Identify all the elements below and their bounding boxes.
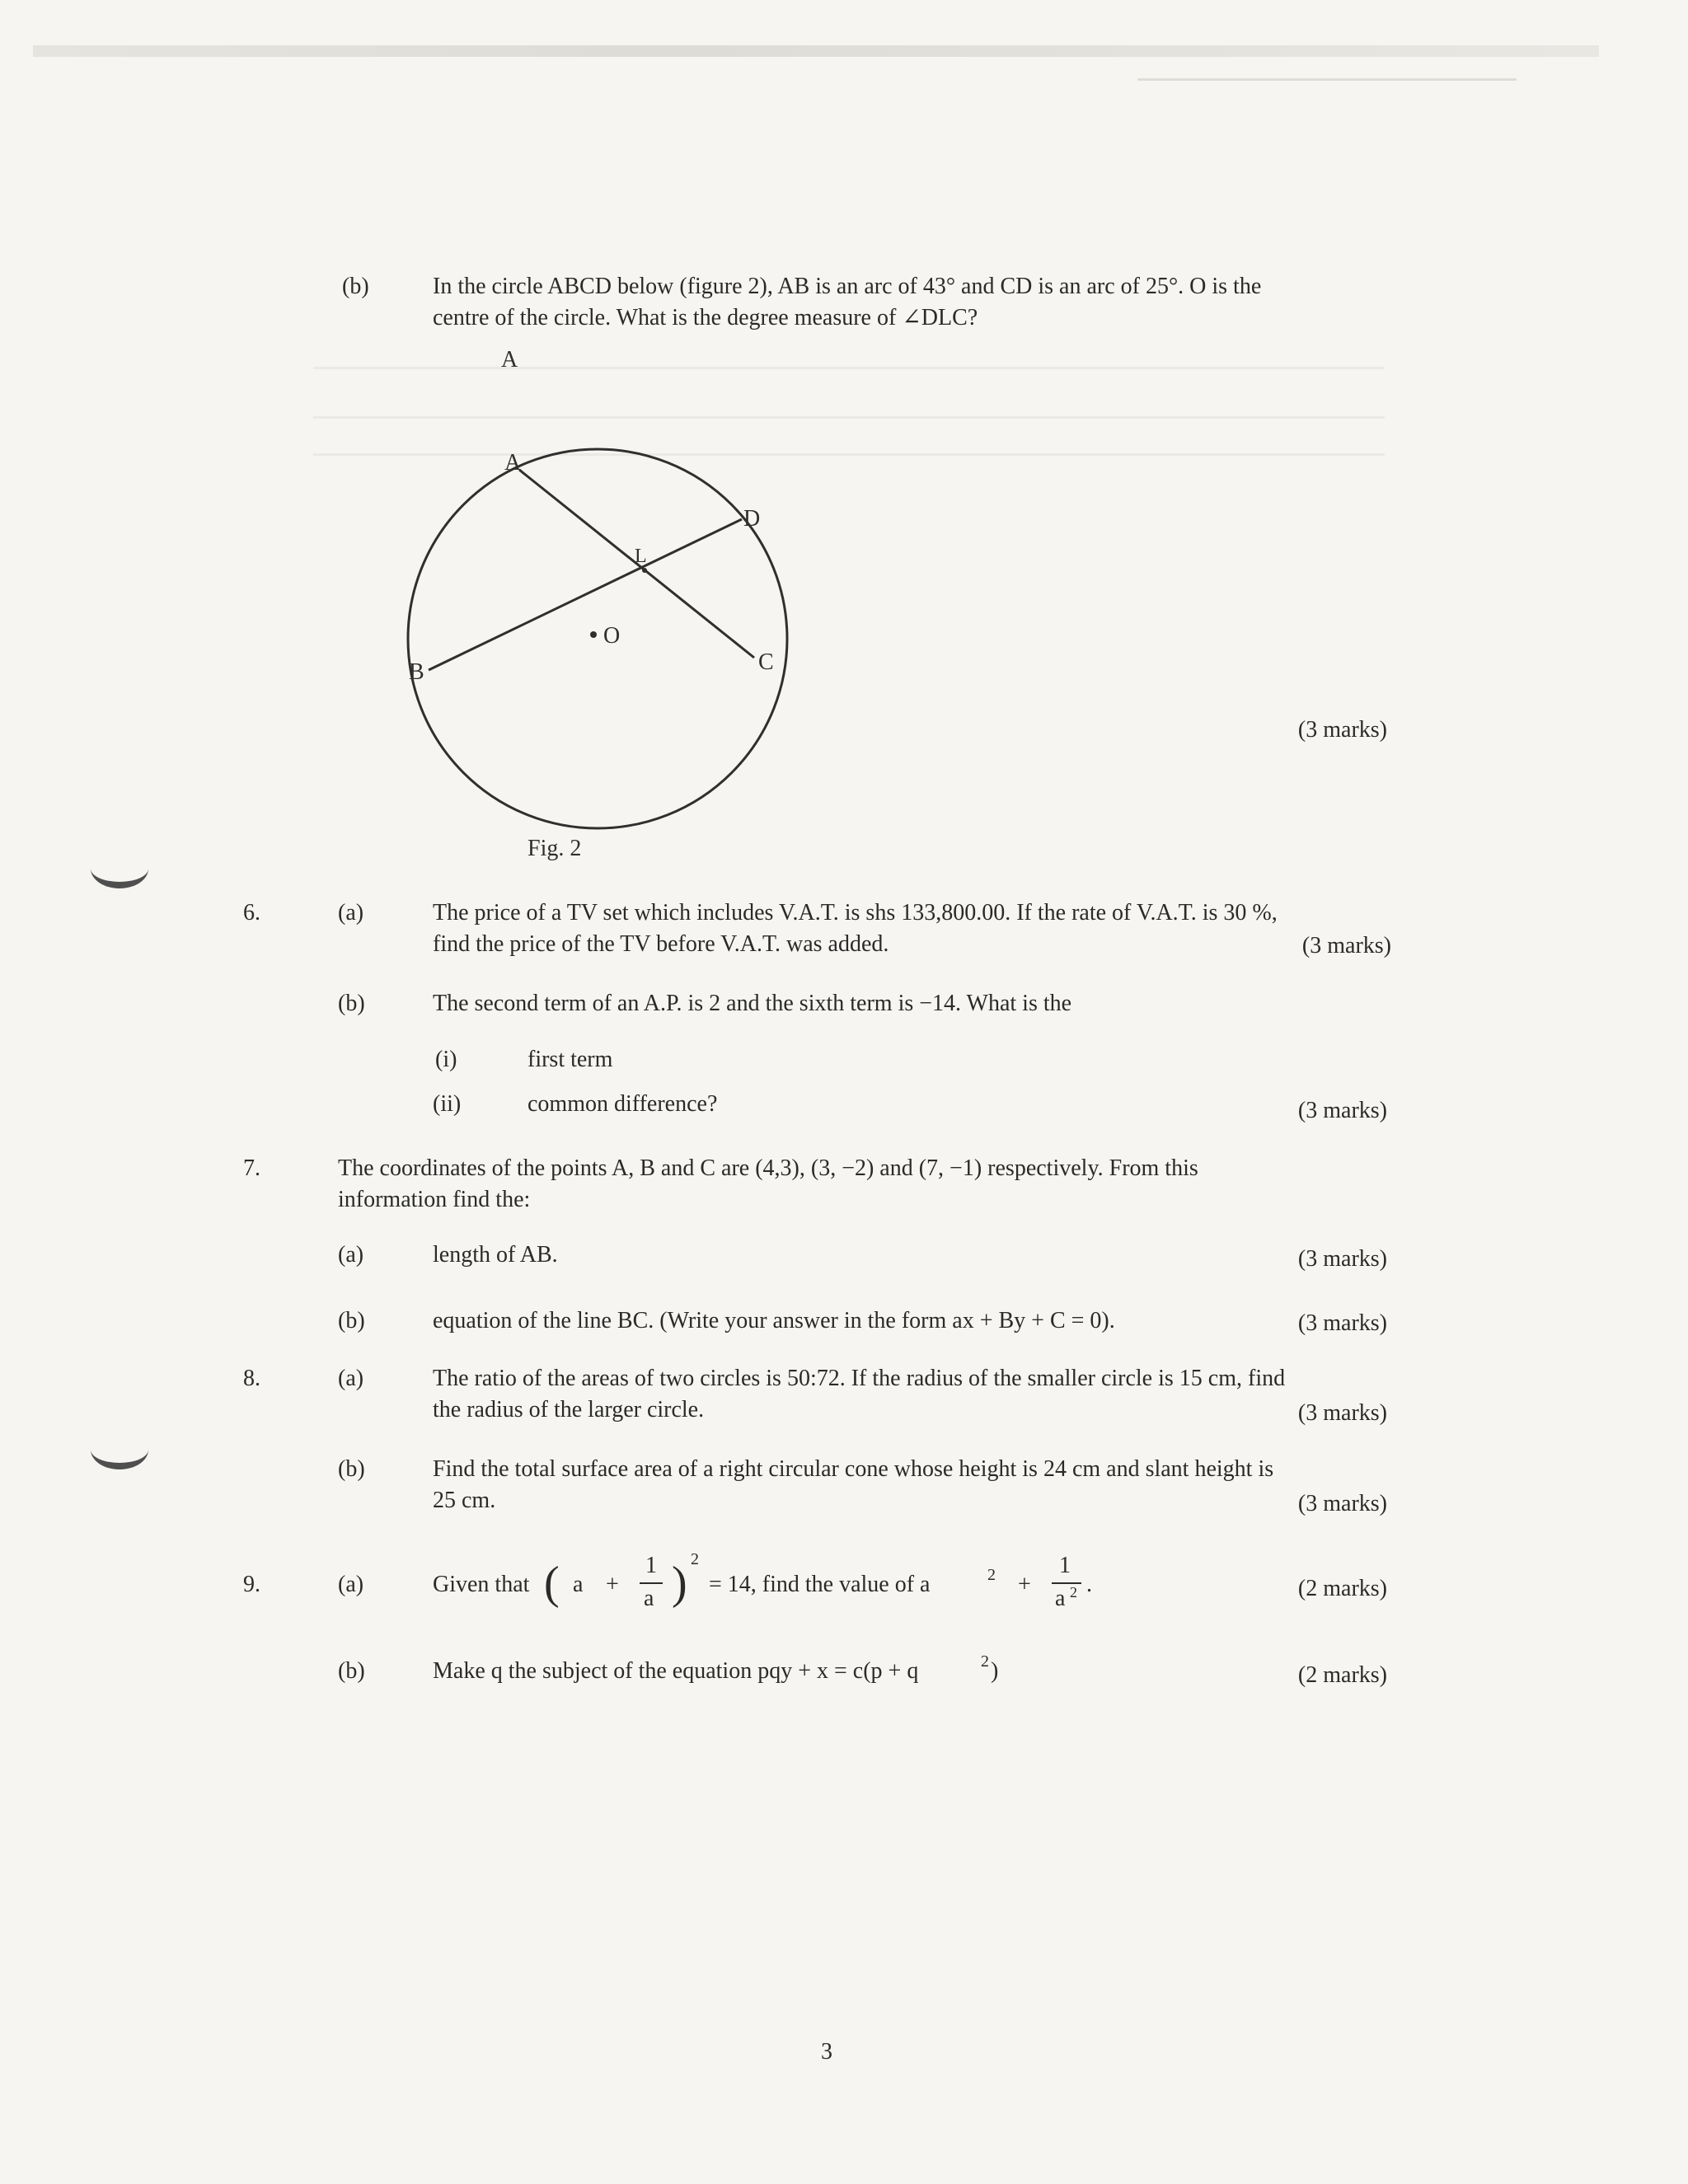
q9a-frac-num: 1: [645, 1553, 657, 1578]
q7-number: 7.: [243, 1155, 260, 1181]
q9a-period: .: [1086, 1572, 1092, 1597]
bleed-through-line: [1137, 78, 1517, 81]
q6a-marks: (3 marks): [1301, 933, 1391, 958]
q6a-label: (a): [338, 900, 364, 926]
label-a-top: A: [501, 347, 518, 373]
q5b-label: (b): [342, 274, 369, 299]
q9a-a2-exponent: 2: [987, 1566, 996, 1584]
q6-number: 6.: [243, 900, 260, 926]
punch-hole-mark: [91, 1430, 148, 1469]
label-c: C: [758, 649, 774, 675]
q6b-text-line1: The second term of an A.P. is 2 and the sixth term is −14. What is the: [433, 991, 1072, 1016]
q9a-marks: (2 marks): [1297, 1576, 1387, 1601]
q7-text-line2: information find the:: [338, 1187, 531, 1212]
chord-bd: [429, 519, 742, 670]
label-l: L: [635, 546, 647, 567]
q5b-marks: (3 marks): [1297, 717, 1387, 743]
q9a-frac2-num: 1: [1059, 1553, 1071, 1578]
page-number: 3: [821, 2039, 832, 2064]
q5b-text-line2: centre of the circle. What is the degree measure of ∠DLC?: [433, 305, 978, 330]
q9b-close-paren: ): [991, 1658, 999, 1684]
punch-hole-mark: [91, 849, 148, 888]
q9b-label: (b): [338, 1658, 365, 1684]
q7-text-line1: The coordinates of the points A, B and C are (4,3), (3, −2) and (7, −1) respectively. From this: [338, 1155, 1198, 1181]
q8b-marks: (3 marks): [1297, 1491, 1387, 1516]
q9a-frac-den: a: [644, 1586, 654, 1611]
q9a-frac2-den: a: [1055, 1586, 1066, 1611]
q6b-i-label: (i): [435, 1047, 457, 1072]
q8b-label: (b): [338, 1456, 365, 1482]
centre-point-o: [590, 631, 597, 638]
q6b-i-text: first term: [528, 1047, 613, 1072]
q6b-label: (b): [338, 991, 365, 1016]
q9b-marks: (2 marks): [1297, 1662, 1387, 1688]
q9a-frac2-den-exponent: 2: [1070, 1584, 1077, 1601]
label-b: B: [409, 659, 424, 685]
right-paren: ): [672, 1558, 687, 1609]
q9a-plus2: +: [1018, 1572, 1031, 1597]
q9a-mid-text: = 14, find the value of a: [709, 1572, 931, 1597]
q7a-marks: (3 marks): [1297, 1246, 1387, 1272]
q8a-label: (a): [338, 1366, 364, 1391]
q5b-text-line1: In the circle ABCD below (figure 2), AB is an arc of 43° and CD is an arc of 25°. O is the: [433, 274, 1262, 299]
q8-number: 8.: [243, 1366, 260, 1391]
circle-figure: [396, 346, 824, 878]
q6b-ii-label: (ii): [433, 1091, 462, 1117]
intersection-point-l: [642, 568, 647, 573]
q6b-ii-text: common difference?: [528, 1091, 718, 1117]
q9b-exponent: 2: [981, 1652, 989, 1671]
q9-number: 9.: [243, 1572, 260, 1597]
circle-diagram: [396, 346, 824, 874]
label-a: A: [504, 450, 522, 476]
q7a-label: (a): [338, 1242, 364, 1268]
q7b-text: equation of the line BC. (Write your answer in the form ax + By + C = 0).: [433, 1308, 1115, 1333]
q9b-text: Make q the subject of the equation pqy + x = c(p + q: [433, 1658, 919, 1684]
q8b-text-line2: 25 cm.: [433, 1488, 496, 1513]
q9a-label: (a): [338, 1572, 364, 1597]
q8a-marks: (3 marks): [1297, 1400, 1387, 1426]
q9a-given: Given that: [433, 1572, 530, 1597]
q6a-text-line1: The price of a TV set which includes V.A.T. is shs 133,800.00. If the rate of V.A.T. is 30 %,: [433, 900, 1278, 926]
q6a-text-line2: find the price of the TV before V.A.T. was added.: [433, 931, 889, 957]
left-paren: (: [544, 1558, 560, 1609]
q6b-marks: (3 marks): [1297, 1098, 1387, 1123]
q8b-text-line1: Find the total surface area of a right circular cone whose height is 24 cm and slant height is: [433, 1456, 1274, 1482]
label-d: D: [743, 506, 761, 532]
q9a-var-a: a: [573, 1572, 584, 1597]
q9a-plus: +: [606, 1572, 619, 1597]
q7b-label: (b): [338, 1308, 365, 1333]
label-o: O: [603, 623, 621, 649]
q9a-exponent: 2: [691, 1550, 699, 1568]
q8a-text-line1: The ratio of the areas of two circles is 50:72. If the radius of the smaller circle is 15 cm, find: [433, 1366, 1286, 1391]
figure-caption: Fig. 2: [528, 836, 582, 861]
scan-edge-shadow: [33, 45, 1599, 57]
q7b-marks: (3 marks): [1297, 1310, 1387, 1336]
q8a-text-line2: the radius of the larger circle.: [433, 1397, 705, 1422]
q7a-text: length of AB.: [433, 1242, 558, 1268]
